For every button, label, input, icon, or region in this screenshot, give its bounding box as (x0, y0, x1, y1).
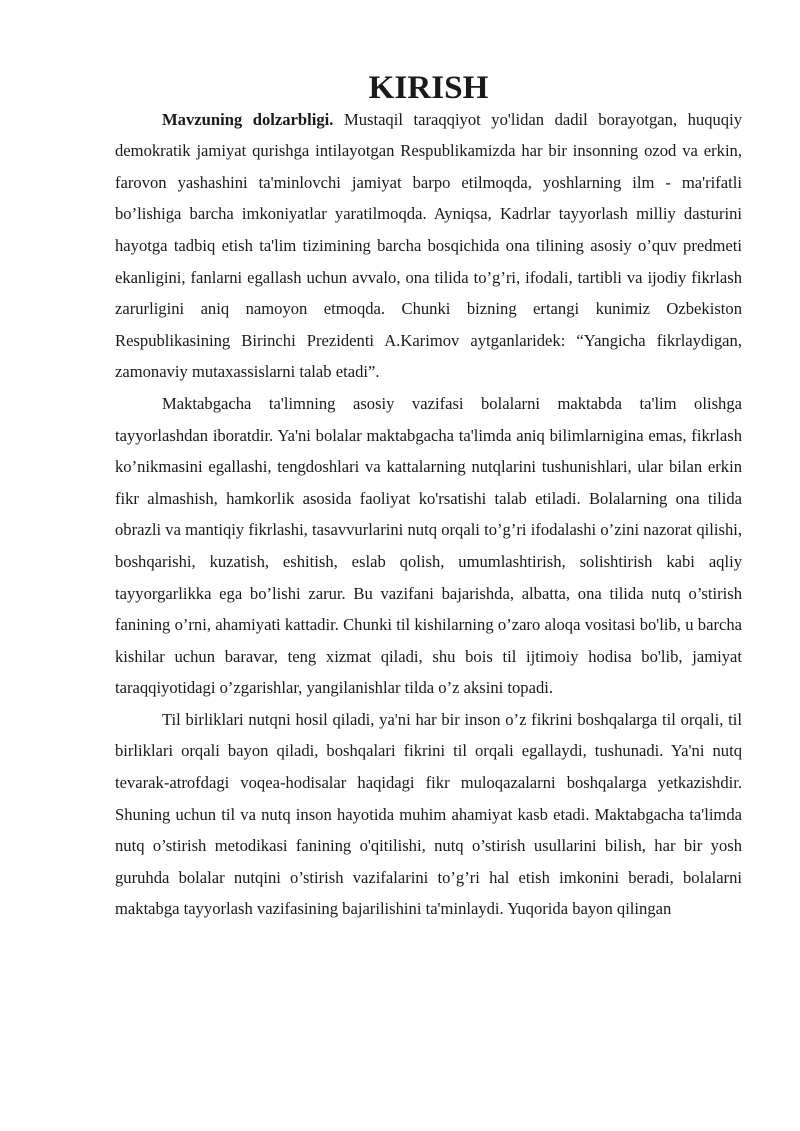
document-page (115, 69, 743, 925)
paragraph-language-units (115, 704, 742, 925)
document-title: KIRISH (368, 69, 489, 106)
paragraph-text: Maktabgacha ta'limning asosiy vazifasi bolalarni maktabda ta'lim olishga tayyorlashdan iboratdir. Ya'ni bolalar maktabgacha ta'limda aniq bilimlarnigina emas, fikrlash ko’nikmasini egallashi, tengdoshlari va kattalarning nutqlarini tushunishlari, ular bilan erkin fikr almashish, hamkorlik asosida faoliyat ko'rsatishi talab etiladi. Bolalarning ona tilida obrazli va mantiqiy fikrlashi, tasavvurlarini nutq orqali to’g’ri ifodalashi o’zini nazorat qilishi, boshqarishi, kuzatish, eshitish, eslab qolish, umumlashtirish, solishtirish kabi aqliy tayyorgarlikka ega bo’lishi zarur. Bu vazifani bajarishda, albatta, ona tilida nutq o’stirish fanining o’rni, ahamiyati kattadir. Chunki til kishilarning o’zaro aloqa vositasi bo'lib, u barcha kishilar uchun baravar, teng xizmat qiladi, shu bois til ijtimoiy hodisa bo'lib, jamiyat taraqqiyotidagi o’zgarishlar, yangilanishlar tilda o’z aksini topadi. (115, 393, 742, 698)
paragraph-lead: Mavzuning dolzarbligi. (162, 109, 334, 129)
paragraph-relevance (115, 104, 742, 388)
paragraph-preschool-education (115, 388, 742, 704)
paragraph-text: Mustaqil taraqqiyot yo'lidan dadil borayotgan, huquqiy demokratik jamiyat qurishga intilayotgan Respublikamizda har bir insonning ozod va erkin, farovon yashashini ta'minlovchi jamiyat barpo etilmoqda, yoshlarning ilm - ma'rifatli bo’lishiga barcha imkoniyatlar yaratilmoqda. Ayniqsa, Kadrlar tayyorlash milliy dasturini hayotga tadbiq etish ta'lim tizimining barcha bosqichida ona tilining asosiy o’quv predmeti ekanligini, fanlarni egallash uchun avvalo, ona tilida to’g’ri, ifodali, tartibli va ijodiy fikrlash zarurligini aniq namoyon etmoqda. Chunki bizning ertangi kunimiz Ozbekiston Respublikasining Birinchi Prezidenti A.Karimov aytganlaridek: “Yangicha fikrlaydigan, zamonaviy mutaxassislarni talab etadi”. (115, 109, 743, 382)
paragraph-text: Til birliklari nutqni hosil qiladi, ya'ni har bir inson o’z fikrini boshqalarga til orqali, til birliklari orqali bayon qiladi, boshqalari fikrini til orqali egallaydi, tushunadi. Ya'ni nutq tevarak-atrofdagi voqea-hodisalar haqidagi fikr muloqazalarni boshqalarga yetkazishdir. Shuning uchun til va nutq inson hayotida muhim ahamiyat kasb etadi. Maktabgacha ta'limda nutq o’stirish metodikasi fanining o'qitilishi, nutq o’stirish usullarini bilish, har bir yosh guruhda bolalar nutqini o’stirish vazifalarini to’g’ri hal etish imkonini beradi, bolalarni maktabga tayyorlash vazifasining bajarilishini ta'minlaydi. Yuqorida bayon qilingan (115, 709, 742, 919)
